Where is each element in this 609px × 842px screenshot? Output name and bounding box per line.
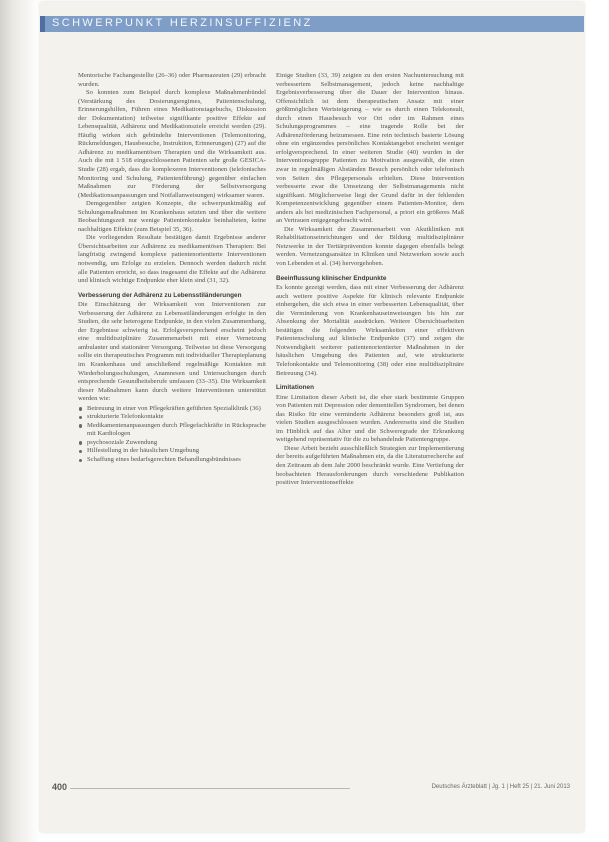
right-text-column bbox=[276, 72, 464, 812]
bullet-icon bbox=[79, 416, 82, 419]
subheading: Verbesserung der Adhärenz zu Lebensstiländerungen bbox=[78, 291, 242, 299]
subheading: Beeinflussung klinischer Endpunkte bbox=[276, 274, 387, 282]
list-item bbox=[78, 447, 266, 456]
page-number: 400 bbox=[52, 782, 68, 792]
bullet-icon bbox=[79, 424, 82, 427]
scan-edge bbox=[0, 0, 40, 842]
paragraph: Demgegenüber zeigten Konzepte, die schwerpunktmäßig auf Schulungsmaßnahmen im Krankenhaus setzten und über die weitere Beobachtungszeit nur wenige Patientenkontakte beinhalteten, keine nachhaltigen Effekte (zum Beispiel 35, 36). bbox=[78, 200, 266, 233]
paragraph: Die Einschätzung der Wirksamkeit von Interventionen zur Verbesserung der Adhärenz zu Lebensstiländerungen erfolgte in den Studien, die sehr heterogene Endpunkte, in den vielen Zusammenhang, der Ergebnisse schwierig ist. Erfolgsversprechend erscheint jedoch eine multidisziplinäre Zusammenarbeit mit einer Vernetzung ambulanter und stationärer Versorgung. Teilweise ist diese Versorgung sollte ein therapeutisches Programm mit individueller Therapieplanung im Krankenhaus und anschließend regelmäßige Kontakten mit Wiederholungsschulungen, Anamnesen und Untersuchungen durch entsprechende Gesundheitsberufe umfassen (33–35). Die Wirksamkeit dieser Maßnahmen kann durch weitere Interventionen unterstützt werden wie: bbox=[78, 301, 266, 403]
footer-divider bbox=[70, 788, 350, 789]
paragraph: Einige Studien (33, 39) zeigten zu den ersten Nachuntersuchung mit verbessertem Selbstmanagement, jedoch keine nachhaltige Ergebnisverbesserung über die Dauer der Intervention hinaus. Offensichtlich ist dem therapeutischen Ansatz mit einer größtmöglichen Wertsteigerung – wie es durch einen Telekonsult, durch einen Hausbesuch vor Ort oder im Rahmen eines Schulungsprogrammes – eine tragende Rolle bei der Adhärenzförderung beizumessen. Eine rein technisch basierte Lösung ohne ein ergänzendes persönliches Kontaktangebot erscheint weniger erfolgversprechend. In einer weiteren Studie (40) wurden in der Interventionsgruppe Patienten zu Motivation ausgewählt, die einen zwar in regelmäßigen Abständen Besuch persönlich oder telefonisch von Seiten des Pflegepersonals erhielten. Diese Intervention verbesserte zwar die Umsetzung der Selbstmanagements nicht signifikant. Möglicherweise liegt der Grund dafür in der fehlenden Kompetenzentwicklung gegenüber einem Patienten-Monitor, dem anders als bei medizinischen Fachpersonal, a priori ein größeres Maß an Vertrauen entgegengebracht wird. bbox=[276, 72, 464, 225]
bullet-icon bbox=[79, 407, 82, 410]
bullet-icon bbox=[79, 441, 82, 444]
left-text-column bbox=[78, 72, 266, 784]
subheading: Limitationen bbox=[276, 384, 314, 392]
list-item bbox=[78, 405, 266, 414]
list-item-text: strukturierte Telefonkontakte bbox=[87, 413, 164, 421]
list-item-text: Betreuung in einer von Pflegekräften geführten Spezialklinik (36) bbox=[87, 404, 261, 412]
paragraph: So konnten zum Beispiel durch komplexe Maßnahmenbündel (Verstärkung des Dosierungsregimes, Patientenschulung, Erinnerungshilfen, Führen eines Medikationstagebuchs, Diskussion der Dokumentation) teilweise signifikante positive Effekte auf Lebensqualität, Adhärenz und Medikationsziele erreicht werden (29). Häufig wirken sich gebündelte Interventionen (Telemonitoring, Rückmeldungen, Hausbesuche, Instruktion, Erinnerungen) (27) auf die Adhärenz zu medikamentösen Therapien und die Wirksamkeit aus. Auch die mit 1 518 eingeschlossenen Patienten sehr große GESICA-Studie (28) ergab, dass die komplexeren Interventionen (telefonisches Monitoring und Schulung, Patientenführung) gegenüber einfachen Maßnahmen zur Förderung der Selbstversorgung (Medikationsanpassungen und Notfallanweisungen) wirksamer waren. bbox=[78, 89, 266, 199]
list-item-text: Schaffung eines bedarfsgerechten Behandlungsbündnisses bbox=[87, 456, 241, 464]
list-item bbox=[78, 413, 266, 422]
section-title: SCHWERPUNKT HERZINSUFFIZIENZ bbox=[52, 17, 313, 29]
journal-info: Deutsches Ärzteblatt | Jg. 1 | Heft 25 | 21. Juni 2013 bbox=[431, 784, 570, 790]
bullet-list bbox=[78, 405, 266, 465]
paragraph: Diese Arbeit bezieht ausschließlich Strategien zur Implementierung der bereits aufgeführten Maßnahmen ein, da die Literaturrecherche auf den Zeitraum ab dem Jahr 2000 beschränkt wurde. Eine Vertiefung der beobachteten Herausforderungen durch verschiedene Publikation positiver Interventionseffekte bbox=[276, 444, 464, 487]
document-page bbox=[40, 2, 584, 832]
paragraph: Die Wirksamkeit der Zusammenarbeit von Akutkliniken mit Rehabilitationseinrichtungen und der Bildung multidisziplinärer Netzwerke in der Tertiärprävention konnte dagegen ebenfalls belegt werden. Vernetzungsansätze in Kliniken und Netzwerken sowie auch von Lebenden et al. (34) hervorgehoben. bbox=[276, 225, 464, 268]
paragraph: Die vorliegenden Resultate bestätigen damit Ergebnisse anderer Übersichtsarbeiten zur Adhärenz zu medikamentösen Therapien: Bei langfristig zwingend komplexe patientenorientierte Interventionen notwendig, um Erfolge zu erzielen. Dennoch werden dadurch nicht alle Patienten erreicht, so dass insgesamt die Effekte auf die Adhärenz und klinisch wichtige Endpunkte eher klein sind (31, 32). bbox=[78, 234, 266, 285]
paragraph: Es konnte gezeigt werden, dass mit einer Verbesserung der Adhärenz auch weitere positive Aspekte für klinisch relevante Endpunkte einhergehen, die sich etwa in einer verbesserten Lebensqualität, über die Verminderung von Krankenhauseinweisungen bis hin zur Absenkung der Mortalität ausdrücken. Weitere Übersichtsarbeiten bestätigen die folgenden Wirksamkeiten einer effektiven Patientenschulung auf klinische Endpunkte (37) und zeigen die Notwendigkeit weiterer patientenorientierter Maßnahmen in der häuslichen Umgebung des Patienten auf, wie strukturierte Telefonkontakte und Telemonitoring (38) oder eine multidisziplinäre Betreuung (34). bbox=[276, 284, 464, 377]
list-item-text: psychosoziale Zuwendung bbox=[87, 438, 158, 446]
section-header-band bbox=[40, 16, 584, 32]
paragraph: Mentorische Fachangestellte (26–36) oder Pharmazeuten (29) erbracht wurden. bbox=[78, 72, 266, 88]
bullet-icon bbox=[79, 459, 82, 462]
header-accent-bar bbox=[40, 16, 45, 32]
list-item-text: Medikamentenanpassungen durch Pflegefachkräfte in Rücksprache mit Kardiologen bbox=[87, 421, 266, 438]
list-item-text: Hilfestellung in der häuslichen Umgebung bbox=[87, 447, 200, 455]
list-item bbox=[78, 439, 266, 448]
paragraph: Eine Limitation dieser Arbeit ist, die eher stark bestimmte Gruppen von Patienten mit Depression oder dementiellen Syndromen, bei denen das Risiko für eine verminderte Adhärenz besonders groß ist, aus vielen Studien ausgeschlossen wurden. Andererseits sind die Studien im Hinblick auf das Alter und die Schweregrade der Erkrankung weitgehend repräsentativ für die zu behandelnde Patientengruppe. bbox=[276, 393, 464, 444]
bullet-icon bbox=[79, 450, 82, 453]
list-item bbox=[78, 456, 266, 465]
list-item bbox=[78, 422, 266, 439]
page-footer bbox=[40, 782, 584, 796]
